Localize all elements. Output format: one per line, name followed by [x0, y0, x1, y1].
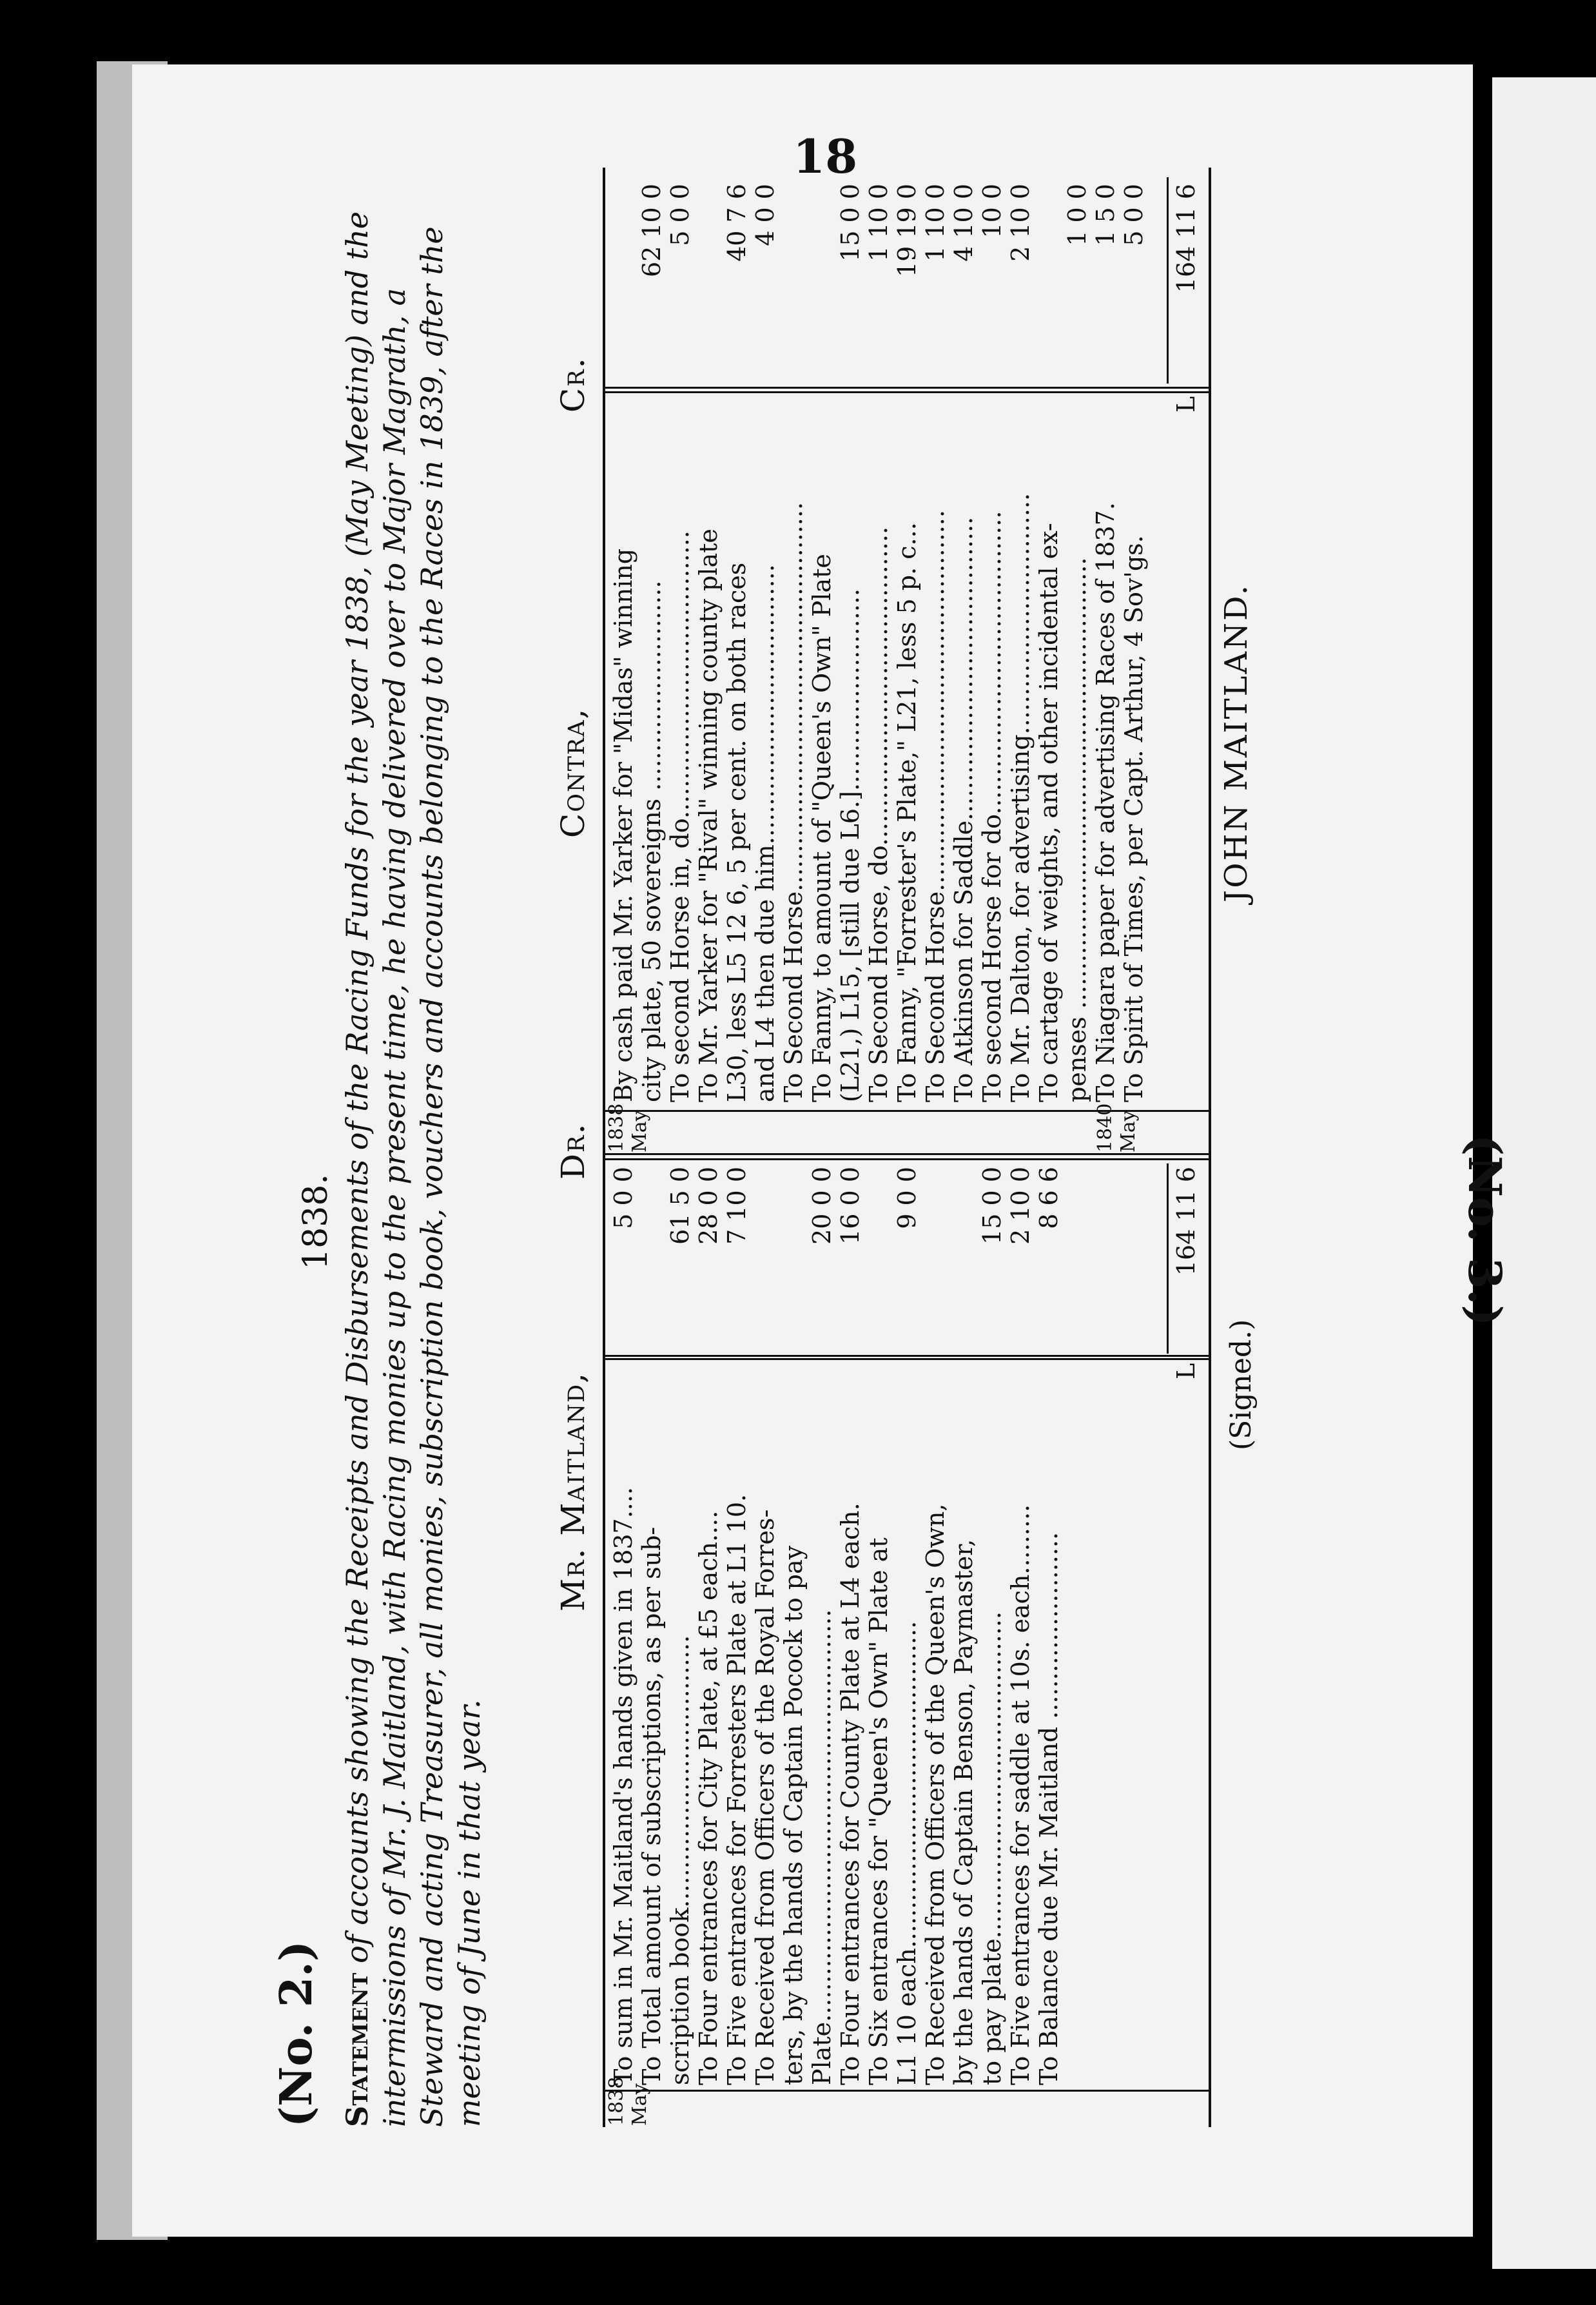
left-total-rule — [1167, 1163, 1169, 1354]
contra-title: Contra, — [554, 707, 592, 838]
next-page-label: (No. 3.) — [1458, 1134, 1512, 1327]
right-total-rule — [1167, 177, 1169, 384]
left-row: L1 10 each.......................................... — [893, 1620, 921, 2085]
right-row-amount: 15 0 0 — [836, 184, 864, 262]
right-row: L30, less L5 12 6, 5 per cent. on both races — [723, 562, 751, 1102]
left-row-amount: 61 5 0 — [666, 1167, 694, 1245]
signatory-name: JOHN MAITLAND. — [1218, 583, 1254, 902]
left-account-title: Mr. Maitland, — [554, 1371, 592, 1611]
left-row: To Four entrances for County Plate at L4 each. — [836, 1503, 864, 2085]
left-row: To Five entrances for saddle at 10s. each......... — [1006, 1504, 1035, 2085]
right-row: To Atkinson for Saddle....................................... — [949, 516, 978, 1102]
right-row: To second Horse in, do..................................... — [666, 530, 694, 1102]
right-row: To Mr. Dalton, for advertising............................... — [1006, 492, 1035, 1102]
left-row-amount: 20 0 0 — [808, 1167, 836, 1245]
right-year: 1838 — [605, 1103, 628, 1152]
left-row-amount: 28 0 0 — [694, 1167, 723, 1245]
right-row: city plate, 50 sovereigns ........................... — [637, 580, 666, 1102]
left-row: by the hands of Captain Benson, Paymaster, — [949, 1539, 978, 2085]
right-row: penses .......................................................... — [1063, 557, 1091, 1102]
right-row-amount: 2 10 0 — [1006, 184, 1035, 262]
left-row: To Received from Officers of the Queen's Own, — [921, 1503, 949, 2085]
left-row: Plate..................................................... — [808, 1609, 836, 2085]
left-row-amount: 5 0 0 — [609, 1167, 637, 1229]
statement-body: of accounts showing the Receipts and Disbursements of the Racing Funds for the year 1838, (May Meeting) and the intermissions of Mr. J. Maitland, with Racing monies up to the present time, he having delivered over to Major Magrath, a Steward and acting Treasurer, all monies, subscription book, vouchers and accounts belonging to the Races in 1839, after the meeting of June in that year. — [340, 211, 487, 2127]
left-row: To Received from Officers of the Royal Forres- — [751, 1509, 779, 2085]
left-row-amount: 9 0 0 — [893, 1167, 921, 1229]
right-month-2: May — [1117, 1110, 1140, 1152]
right-row: To Fanny, to amount of "Queen's Own" Plate — [808, 554, 836, 1102]
left-amount-rule — [603, 1358, 1209, 1360]
left-row: To Balance due Mr. Maitland ........................ — [1035, 1532, 1063, 2085]
right-row: (L21,) L15, [still due L6.].......................... — [836, 588, 864, 1102]
right-row-amount: 1 10 0 — [921, 184, 949, 262]
left-row-amount: 15 0 0 — [978, 1167, 1006, 1245]
left-row: To Total amount of subscriptions, as per sub- — [637, 1526, 666, 2085]
left-row-amount: 7 10 0 — [723, 1167, 751, 1245]
right-row-amount: 40 7 6 — [723, 184, 751, 262]
left-total-label: L — [1172, 1363, 1200, 1379]
statement-paragraph — [338, 168, 488, 2127]
left-amount-rule-2 — [603, 1355, 1209, 1357]
right-row-amount: 4 10 0 — [949, 184, 978, 262]
left-row: to pay plate.......................................... — [978, 1611, 1006, 2085]
right-row-amount: 4 0 0 — [751, 184, 779, 246]
ledger-bottom-rule — [1209, 168, 1211, 2127]
right-row-amount: 19 19 0 — [893, 184, 921, 278]
credit-label: Cr. — [554, 356, 592, 413]
right-year-2: 1840 — [1094, 1103, 1116, 1152]
right-row: and L4 then due him.................................... — [751, 564, 779, 1102]
left-row: To Four entrances for City Plate, at £5 each.... — [694, 1510, 723, 2085]
right-row: To Mr. Yarker for "Rival" winning county plate — [694, 529, 723, 1102]
left-row: To Five entrances for Forresters Plate at L1 10. — [723, 1493, 751, 2085]
right-row-amount: 62 10 0 — [637, 184, 666, 278]
left-row: ters, by the hands of Captain Pocock to pay — [779, 1545, 808, 2085]
ledger-centre-rule — [603, 1158, 1209, 1160]
right-row: By cash paid Mr. Yarker for "Midas" winning — [609, 548, 637, 1102]
left-total: 164 11 6 — [1172, 1167, 1200, 1276]
right-row: To Fanny, "Forrester's Plate," L21, less 5 p. c... — [893, 522, 921, 1102]
right-row: To second Horse for do....................................... — [978, 511, 1006, 1102]
left-row: scription book................................... — [666, 1635, 694, 2085]
right-row: To cartage of weights, and other incidental ex- — [1035, 523, 1063, 1102]
right-row: To Niagara paper for advertising Races of 1837. — [1091, 502, 1120, 1102]
left-row: To Six entrances for "Queen's Own" Plate at — [864, 1537, 893, 2085]
right-row: To Second Horse.................................................. — [779, 501, 808, 1102]
statement-lead: Statement — [340, 1972, 375, 2127]
left-row-amount: 2 10 0 — [1006, 1167, 1035, 1245]
right-row: To Spirit of Times, per Capt. Arthur, 4 Sov'gs. — [1120, 535, 1148, 1102]
left-row-amount: 8 6 6 — [1035, 1167, 1063, 1229]
right-amount-rule — [603, 391, 1209, 393]
right-row-amount: 1 5 0 — [1091, 184, 1120, 246]
right-total: 164 11 6 — [1172, 184, 1200, 293]
year-heading: 1838. — [297, 1174, 335, 1270]
debit-label: Dr. — [554, 1122, 592, 1180]
page-number: 18 — [793, 129, 858, 184]
right-row-amount: 5 0 0 — [1120, 184, 1148, 246]
right-amount-rule-2 — [603, 387, 1209, 389]
right-total-label: L — [1172, 396, 1200, 413]
left-row: To sum in Mr. Maitland's hands given in 1837.... — [609, 1486, 637, 2085]
right-row-amount: 10 0 — [978, 184, 1006, 238]
signed-label: (Signed.) — [1225, 1319, 1258, 1450]
ledger-centre-rule-2 — [603, 1153, 1209, 1155]
right-month: May — [628, 1110, 651, 1152]
right-row-amount: 5 0 0 — [666, 184, 694, 246]
left-row-amount: 16 0 0 — [836, 1167, 864, 1245]
document-number: (No. 2.) — [271, 1941, 322, 2127]
left-month: May — [628, 2083, 651, 2126]
right-row: To Second Horse................................................. — [921, 510, 949, 1102]
right-row: To Second Horse, do......................................... — [864, 526, 893, 1102]
rotated-content — [271, 161, 1302, 2127]
right-row-amount: 1 10 0 — [864, 184, 893, 262]
left-year: 1838 — [605, 2076, 628, 2126]
right-row-amount: 1 0 0 — [1063, 184, 1091, 246]
left-date-rule — [603, 2090, 1209, 2092]
